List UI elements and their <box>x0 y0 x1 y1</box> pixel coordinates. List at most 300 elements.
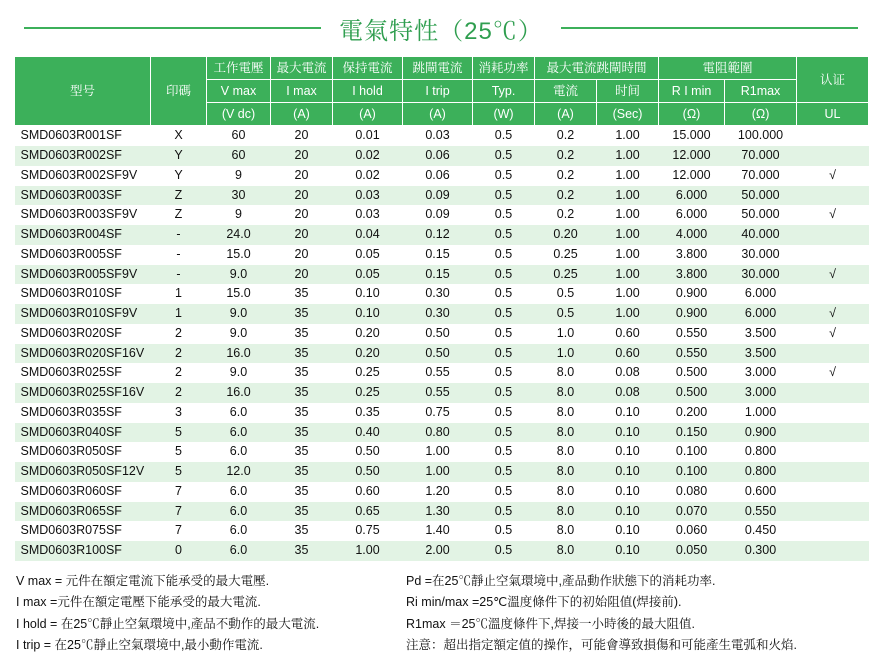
cell-itrip: 0.06 <box>403 146 473 166</box>
table-row <box>15 225 869 245</box>
cell-itrip: 0.09 <box>403 205 473 225</box>
cell-itrip: 1.20 <box>403 482 473 502</box>
footnote-line: R1max ＝25℃溫度條件下,焊接一小時後的最大阻值. <box>406 616 695 631</box>
cell-cur: 0.25 <box>535 265 597 285</box>
cell-imax: 35 <box>271 462 333 482</box>
header-pd-en: Typ. <box>473 80 535 103</box>
cell-itrip: 0.06 <box>403 166 473 186</box>
header-rmax-en: R1max <box>725 80 797 103</box>
cell-ul <box>797 383 869 403</box>
cell-itrip: 0.09 <box>403 186 473 206</box>
header-group-resistance: 電阻範圍 <box>659 57 797 80</box>
cell-rmin: 0.500 <box>659 363 725 383</box>
cell-pd: 0.5 <box>473 146 535 166</box>
footnotes-left-column <box>16 571 406 657</box>
cell-code: 2 <box>151 383 207 403</box>
cell-ul <box>797 126 869 146</box>
table-row <box>15 482 869 502</box>
cell-cur: 0.20 <box>535 225 597 245</box>
cell-code: 7 <box>151 502 207 522</box>
cell-itrip: 0.30 <box>403 284 473 304</box>
cell-ul <box>797 482 869 502</box>
cell-ul <box>797 146 869 166</box>
header-ihold-cn: 保持電流 <box>333 57 403 80</box>
cell-itrip: 0.15 <box>403 245 473 265</box>
cell-cur: 8.0 <box>535 403 597 423</box>
cell-rmin: 6.000 <box>659 186 725 206</box>
cell-time: 1.00 <box>597 126 659 146</box>
cell-vmax: 60 <box>207 146 271 166</box>
cell-itrip: 1.30 <box>403 502 473 522</box>
cell-pd: 0.5 <box>473 403 535 423</box>
cell-time: 0.10 <box>597 502 659 522</box>
cell-rmin: 4.000 <box>659 225 725 245</box>
header-ihold-unit: (A) <box>333 103 403 126</box>
cell-pd: 0.5 <box>473 225 535 245</box>
cell-code: Y <box>151 146 207 166</box>
cell-imax: 35 <box>271 383 333 403</box>
cell-itrip: 0.50 <box>403 344 473 364</box>
cell-code: 1 <box>151 304 207 324</box>
cell-ul <box>797 462 869 482</box>
cell-itrip: 0.12 <box>403 225 473 245</box>
cell-rmin: 15.000 <box>659 126 725 146</box>
cell-code: 0 <box>151 541 207 561</box>
table-row <box>15 521 869 541</box>
cell-imax: 35 <box>271 403 333 423</box>
cell-rmax: 30.000 <box>725 245 797 265</box>
cell-model: SMD0603R025SF16V <box>15 383 151 403</box>
footnote-line: I trip = 在25℃靜止空氣環境中,最小動作電流. <box>16 638 263 653</box>
cell-rmin: 0.200 <box>659 403 725 423</box>
cell-code: Z <box>151 205 207 225</box>
cell-rmax: 1.000 <box>725 403 797 423</box>
cell-rmin: 0.060 <box>659 521 725 541</box>
cell-time: 1.00 <box>597 304 659 324</box>
cell-ul <box>797 225 869 245</box>
table-row <box>15 284 869 304</box>
title-rule-left <box>24 27 321 29</box>
cell-model: SMD0603R002SF9V <box>15 166 151 186</box>
cell-imax: 35 <box>271 482 333 502</box>
cell-ihold: 0.20 <box>333 344 403 364</box>
cell-rmax: 70.000 <box>725 146 797 166</box>
cell-ihold: 0.04 <box>333 225 403 245</box>
cell-imax: 20 <box>271 166 333 186</box>
cell-vmax: 6.0 <box>207 423 271 443</box>
cell-code: 7 <box>151 482 207 502</box>
cell-rmax: 30.000 <box>725 265 797 285</box>
cell-model: SMD0603R035SF <box>15 403 151 423</box>
cell-ul <box>797 541 869 561</box>
header-imax-unit: (A) <box>271 103 333 126</box>
cell-pd: 0.5 <box>473 166 535 186</box>
cell-rmax: 40.000 <box>725 225 797 245</box>
cell-time: 0.10 <box>597 462 659 482</box>
header-group-trip-time: 最大電流跳閘時間 <box>535 57 659 80</box>
cell-itrip: 0.15 <box>403 265 473 285</box>
cell-time: 1.00 <box>597 225 659 245</box>
cell-ul <box>797 521 869 541</box>
cell-rmin: 0.070 <box>659 502 725 522</box>
cell-itrip: 0.03 <box>403 126 473 146</box>
cell-cur: 8.0 <box>535 383 597 403</box>
cell-imax: 35 <box>271 502 333 522</box>
cell-ihold: 0.02 <box>333 166 403 186</box>
cell-rmin: 12.000 <box>659 166 725 186</box>
cell-model: SMD0603R050SF <box>15 442 151 462</box>
cell-pd: 0.5 <box>473 284 535 304</box>
cell-imax: 35 <box>271 324 333 344</box>
cell-imax: 35 <box>271 521 333 541</box>
cell-vmax: 6.0 <box>207 442 271 462</box>
cell-vmax: 12.0 <box>207 462 271 482</box>
cell-imax: 35 <box>271 541 333 561</box>
cell-time: 0.60 <box>597 324 659 344</box>
header-imax-en: I max <box>271 80 333 103</box>
table-row <box>15 245 869 265</box>
cell-model: SMD0603R001SF <box>15 126 151 146</box>
cell-rmin: 0.550 <box>659 344 725 364</box>
cell-rmax: 70.000 <box>725 166 797 186</box>
cell-code: - <box>151 245 207 265</box>
cell-time: 0.08 <box>597 363 659 383</box>
cell-itrip: 0.55 <box>403 363 473 383</box>
cell-code: 7 <box>151 521 207 541</box>
cell-pd: 0.5 <box>473 304 535 324</box>
table-body <box>15 126 869 561</box>
cell-ihold: 0.50 <box>333 462 403 482</box>
cell-imax: 20 <box>271 146 333 166</box>
cell-ihold: 0.10 <box>333 304 403 324</box>
cell-rmin: 0.900 <box>659 304 725 324</box>
cell-cur: 1.0 <box>535 324 597 344</box>
cell-model: SMD0603R020SF <box>15 324 151 344</box>
cell-cur: 8.0 <box>535 502 597 522</box>
table-row <box>15 126 869 146</box>
header-imax-cn: 最大電流 <box>271 57 333 80</box>
table-row <box>15 363 869 383</box>
footnotes-right-column <box>406 571 866 657</box>
cell-model: SMD0603R005SF9V <box>15 265 151 285</box>
cell-rmax: 50.000 <box>725 205 797 225</box>
cell-ihold: 0.25 <box>333 383 403 403</box>
cell-vmax: 6.0 <box>207 541 271 561</box>
header-time-cn: 时间 <box>597 80 659 103</box>
cell-time: 1.00 <box>597 205 659 225</box>
cell-imax: 20 <box>271 265 333 285</box>
cell-rmin: 0.100 <box>659 462 725 482</box>
cell-time: 0.10 <box>597 482 659 502</box>
cell-model: SMD0603R020SF16V <box>15 344 151 364</box>
cell-pd: 0.5 <box>473 541 535 561</box>
table-row <box>15 462 869 482</box>
cell-vmax: 30 <box>207 186 271 206</box>
cell-cur: 0.5 <box>535 304 597 324</box>
table-row <box>15 502 869 522</box>
cell-vmax: 6.0 <box>207 502 271 522</box>
cell-time: 0.08 <box>597 383 659 403</box>
cell-imax: 35 <box>271 284 333 304</box>
header-current-cn: 電流 <box>535 80 597 103</box>
cell-vmax: 16.0 <box>207 383 271 403</box>
header-rmin-en: R I min <box>659 80 725 103</box>
cell-imax: 20 <box>271 245 333 265</box>
header-pd-unit: (W) <box>473 103 535 126</box>
cell-vmax: 6.0 <box>207 403 271 423</box>
cell-pd: 0.5 <box>473 502 535 522</box>
cell-ihold: 0.01 <box>333 126 403 146</box>
page-title-row <box>14 0 868 56</box>
cell-imax: 35 <box>271 363 333 383</box>
cell-imax: 20 <box>271 186 333 206</box>
header-row-group <box>15 57 869 80</box>
cell-ul <box>797 502 869 522</box>
cell-ul <box>797 186 869 206</box>
cell-cur: 0.2 <box>535 186 597 206</box>
cell-imax: 35 <box>271 442 333 462</box>
header-model: 型号 <box>15 57 151 126</box>
header-vmax-en: V max <box>207 80 271 103</box>
cell-ihold: 0.65 <box>333 502 403 522</box>
cell-itrip: 1.00 <box>403 442 473 462</box>
cell-pd: 0.5 <box>473 205 535 225</box>
cell-time: 0.10 <box>597 541 659 561</box>
cell-rmin: 3.800 <box>659 245 725 265</box>
cell-time: 0.10 <box>597 403 659 423</box>
cell-rmin: 0.900 <box>659 284 725 304</box>
cell-cur: 8.0 <box>535 462 597 482</box>
cell-rmin: 0.500 <box>659 383 725 403</box>
cell-imax: 20 <box>271 126 333 146</box>
cell-model: SMD0603R050SF12V <box>15 462 151 482</box>
cell-itrip: 2.00 <box>403 541 473 561</box>
cell-rmin: 0.550 <box>659 324 725 344</box>
cell-ul: √ <box>797 324 869 344</box>
cell-itrip: 0.75 <box>403 403 473 423</box>
cell-cur: 8.0 <box>535 482 597 502</box>
cell-pd: 0.5 <box>473 344 535 364</box>
cell-code: 2 <box>151 324 207 344</box>
cell-model: SMD0603R005SF <box>15 245 151 265</box>
cell-itrip: 0.50 <box>403 324 473 344</box>
cell-cur: 1.0 <box>535 344 597 364</box>
cell-imax: 35 <box>271 304 333 324</box>
cell-cur: 8.0 <box>535 363 597 383</box>
cell-pd: 0.5 <box>473 521 535 541</box>
cell-cur: 0.2 <box>535 146 597 166</box>
table-row <box>15 383 869 403</box>
cell-imax: 35 <box>271 344 333 364</box>
title-rule-right <box>561 27 858 29</box>
cell-time: 1.00 <box>597 146 659 166</box>
cell-rmin: 0.150 <box>659 423 725 443</box>
footnote-line: Ri min/max =25℃溫度條件下的初始阻值(焊接前). <box>406 595 682 610</box>
cell-itrip: 1.00 <box>403 462 473 482</box>
header-itrip-en: I trip <box>403 80 473 103</box>
cell-model: SMD0603R003SF <box>15 186 151 206</box>
cell-code: - <box>151 225 207 245</box>
footnote-line: I max =元件在額定電壓下能承受的最大電流. <box>16 595 261 610</box>
cell-pd: 0.5 <box>473 324 535 344</box>
cell-rmax: 0.600 <box>725 482 797 502</box>
cell-ul: √ <box>797 205 869 225</box>
cell-code: X <box>151 126 207 146</box>
table-head <box>15 57 869 126</box>
cell-ul <box>797 245 869 265</box>
footnote-line: I hold = 在25℃靜止空氣環境中,產品不動作的最大電流. <box>16 616 320 631</box>
cell-pd: 0.5 <box>473 462 535 482</box>
header-itrip-unit: (A) <box>403 103 473 126</box>
cell-cur: 0.25 <box>535 245 597 265</box>
cell-cur: 8.0 <box>535 442 597 462</box>
table-row <box>15 541 869 561</box>
cell-pd: 0.5 <box>473 442 535 462</box>
cell-vmax: 16.0 <box>207 344 271 364</box>
cell-rmin: 0.050 <box>659 541 725 561</box>
cell-code: 1 <box>151 284 207 304</box>
cell-ihold: 0.40 <box>333 423 403 443</box>
cell-cur: 8.0 <box>535 423 597 443</box>
cell-pd: 0.5 <box>473 363 535 383</box>
table-row <box>15 304 869 324</box>
cell-model: SMD0603R040SF <box>15 423 151 443</box>
cell-cur: 0.5 <box>535 284 597 304</box>
footnotes <box>14 571 868 657</box>
cell-time: 1.00 <box>597 245 659 265</box>
cell-code: 2 <box>151 344 207 364</box>
table-row <box>15 146 869 166</box>
table-row <box>15 265 869 285</box>
cell-ihold: 0.02 <box>333 146 403 166</box>
cell-rmax: 3.500 <box>725 344 797 364</box>
table-row <box>15 186 869 206</box>
cell-model: SMD0603R004SF <box>15 225 151 245</box>
cell-code: - <box>151 265 207 285</box>
cell-rmax: 0.300 <box>725 541 797 561</box>
cell-time: 1.00 <box>597 284 659 304</box>
cell-rmax: 6.000 <box>725 284 797 304</box>
cell-code: 5 <box>151 462 207 482</box>
cell-code: 5 <box>151 423 207 443</box>
cell-vmax: 9 <box>207 166 271 186</box>
cell-time: 0.60 <box>597 344 659 364</box>
cell-vmax: 9.0 <box>207 265 271 285</box>
cell-cur: 0.2 <box>535 205 597 225</box>
cell-rmax: 3.500 <box>725 324 797 344</box>
cell-time: 0.10 <box>597 521 659 541</box>
cell-ihold: 0.60 <box>333 482 403 502</box>
cell-time: 0.10 <box>597 423 659 443</box>
header-code: 印碼 <box>151 57 207 126</box>
cell-rmin: 6.000 <box>659 205 725 225</box>
cell-code: 5 <box>151 442 207 462</box>
cell-rmin: 3.800 <box>659 265 725 285</box>
cell-code: 3 <box>151 403 207 423</box>
table-row <box>15 344 869 364</box>
cell-rmax: 6.000 <box>725 304 797 324</box>
cell-ul <box>797 403 869 423</box>
cell-imax: 20 <box>271 225 333 245</box>
cell-ihold: 1.00 <box>333 541 403 561</box>
footnote-line: 注意：超出指定額定值的操作，可能會導致損傷和可能產生電弧和火焰. <box>406 638 797 653</box>
cell-ihold: 0.03 <box>333 205 403 225</box>
cell-itrip: 0.55 <box>403 383 473 403</box>
cell-vmax: 6.0 <box>207 482 271 502</box>
table-row <box>15 205 869 225</box>
cell-rmin: 12.000 <box>659 146 725 166</box>
page-title: 電氣特性（25℃） <box>339 17 543 45</box>
cell-ihold: 0.35 <box>333 403 403 423</box>
cell-model: SMD0603R065SF <box>15 502 151 522</box>
header-itrip-cn: 跳閘電流 <box>403 57 473 80</box>
cell-itrip: 1.40 <box>403 521 473 541</box>
cell-cur: 8.0 <box>535 521 597 541</box>
cell-model: SMD0603R002SF <box>15 146 151 166</box>
cell-rmax: 3.000 <box>725 363 797 383</box>
cell-itrip: 0.80 <box>403 423 473 443</box>
cell-time: 1.00 <box>597 265 659 285</box>
cell-vmax: 9.0 <box>207 304 271 324</box>
cell-rmax: 3.000 <box>725 383 797 403</box>
header-pd-cn: 消耗功率 <box>473 57 535 80</box>
cell-vmax: 9.0 <box>207 324 271 344</box>
cell-ul <box>797 423 869 443</box>
table-row <box>15 166 869 186</box>
cell-vmax: 15.0 <box>207 284 271 304</box>
cell-rmax: 0.900 <box>725 423 797 443</box>
cell-cur: 0.2 <box>535 166 597 186</box>
cell-ihold: 0.05 <box>333 245 403 265</box>
cell-ihold: 0.05 <box>333 265 403 285</box>
cell-ihold: 0.50 <box>333 442 403 462</box>
cell-vmax: 6.0 <box>207 521 271 541</box>
cell-ihold: 0.25 <box>333 363 403 383</box>
header-current-unit: (A) <box>535 103 597 126</box>
cell-time: 1.00 <box>597 166 659 186</box>
header-time-unit: (Sec) <box>597 103 659 126</box>
cell-ihold: 0.75 <box>333 521 403 541</box>
cell-vmax: 15.0 <box>207 245 271 265</box>
cell-rmax: 50.000 <box>725 186 797 206</box>
cell-model: SMD0603R060SF <box>15 482 151 502</box>
table-row <box>15 423 869 443</box>
cell-rmax: 0.800 <box>725 462 797 482</box>
cell-ul <box>797 284 869 304</box>
cell-imax: 20 <box>271 205 333 225</box>
cell-model: SMD0603R010SF <box>15 284 151 304</box>
cell-code: Z <box>151 186 207 206</box>
cell-code: Y <box>151 166 207 186</box>
cell-rmax: 0.550 <box>725 502 797 522</box>
cell-ul: √ <box>797 363 869 383</box>
cell-ihold: 0.10 <box>333 284 403 304</box>
header-vmax-cn: 工作電壓 <box>207 57 271 80</box>
cell-pd: 0.5 <box>473 265 535 285</box>
cell-ul: √ <box>797 304 869 324</box>
header-rmax-unit: (Ω) <box>725 103 797 126</box>
cell-model: SMD0603R025SF <box>15 363 151 383</box>
cell-vmax: 60 <box>207 126 271 146</box>
cell-model: SMD0603R003SF9V <box>15 205 151 225</box>
header-rmin-unit: (Ω) <box>659 103 725 126</box>
cell-time: 0.10 <box>597 442 659 462</box>
footnote-line: Pd =在25℃靜止空氣環境中,產品動作狀態下的消耗功率. <box>406 573 716 588</box>
cell-pd: 0.5 <box>473 423 535 443</box>
cell-pd: 0.5 <box>473 186 535 206</box>
cell-rmax: 100.000 <box>725 126 797 146</box>
cell-time: 1.00 <box>597 186 659 206</box>
